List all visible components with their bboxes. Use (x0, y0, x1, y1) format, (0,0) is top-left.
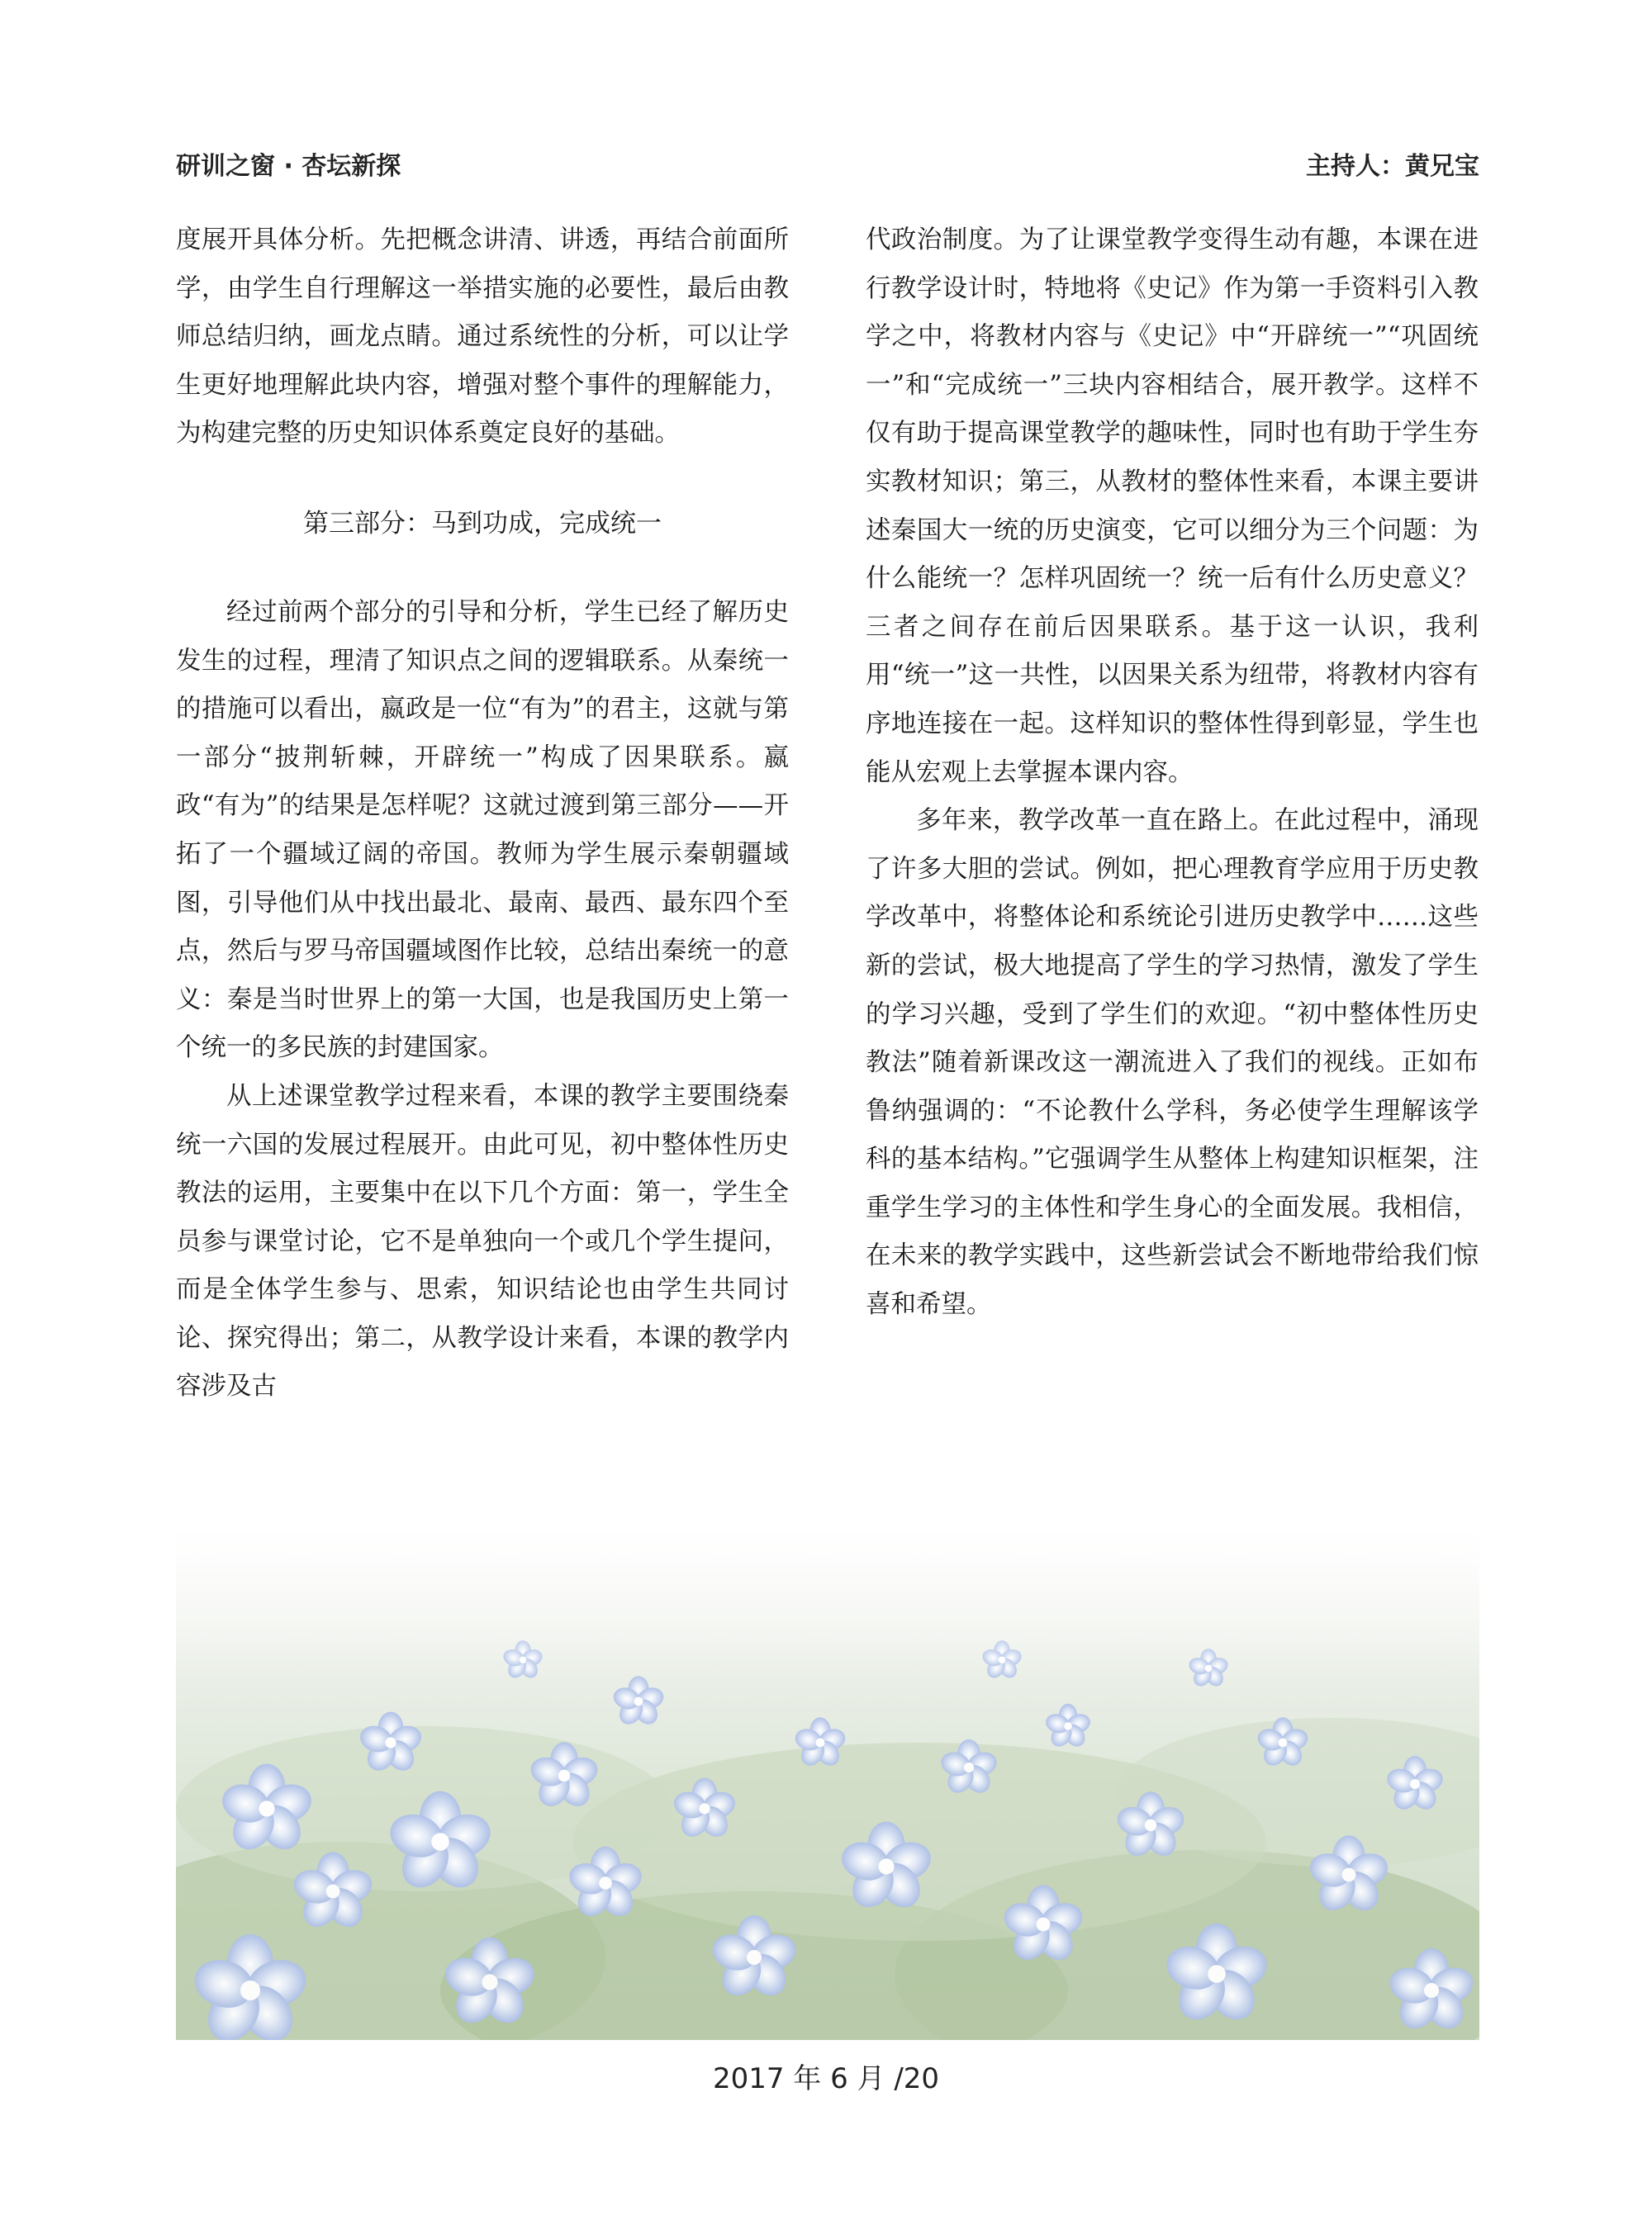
column-title: 研训之窗 · 杏坛新探 (176, 152, 401, 181)
paragraph: 多年来，教学改革一直在路上。在此过程中，涌现了许多大胆的尝试。例如，把心理教育学应用于历史教学改革中，将整体论和系统论引进历史教学中……这些新的尝试，极大地提高了学生的学习热情，激发了学生的学习兴趣，受到了学生们的欢迎。“初中整体性历史教法”随着新课改这一潮流进入了我们的视线。正如布鲁纳强调的：“不论教什么学科，务必使学生理解该学科的基本结构。”它强调学生从整体上构建知识框架，注重学生学习的主体性和学生身心的全面发展。我相信，在未来的教学实践中，这些新尝试会不断地带给我们惊喜和希望。 (866, 806, 1479, 1320)
paragraph: 度展开具体分析。先把概念讲清、讲透，再结合前面所学，由学生自行理解这一举措实施的必要性，最后由教师总结归纳，画龙点睛。通过系统性的分析，可以让学生更好地理解此块内容，增强对整个事件的理解能力，为构建完整的历史知识体系奠定良好的基础。 (176, 225, 789, 448)
page-number: 2017 年 6 月 /20 (712, 2062, 940, 2095)
paragraph: 经过前两个部分的引导和分析，学生已经了解历史发生的过程，理清了知识点之间的逻辑联系。从秦统一的措施可以看出，嬴政是一位“有为”的君主，这就与第一部分“披荆斩棘，开辟统一”构成了因果联系。嬴政“有为”的结果是怎样呢？这就过渡到第三部分——开拓了一个疆域辽阔的帝国。教师为学生展示秦朝疆域图，引导他们从中找出最北、最南、最西、最东四个至点，然后与罗马帝国疆域图作比较，总结出秦统一的意义：秦是当时世界上的第一大国，也是我国历史上第一个统一的多民族的封建国家。 (176, 597, 789, 1063)
right-column (866, 216, 1479, 1330)
section-heading: 第三部分：马到功成，完成统一 (303, 508, 662, 538)
paragraph: 从上述课堂教学过程来看，本课的教学主要围绕秦统一六国的发展过程展开。由此可见，初中整体性历史教法的运用，主要集中在以下几个方面：第一，学生全员参与课堂讨论，它不是单独向一个或几个学生提问，而是全体学生参与、思索，知识结论也由学生共同讨论、探究得出；第二，从教学设计来看，本课的教学内容涉及古 (176, 1081, 789, 1402)
flower-field-image (176, 1495, 1479, 2040)
paragraph: 代政治制度。为了让课堂教学变得生动有趣，本课在进行教学设计时，特地将《史记》作为第一手资料引入教学之中，将教材内容与《史记》中“开辟统一”“巩固统一”和“完成统一”三块内容相结合，展开教学。这样不仅有助于提高课堂教学的趣味性，同时也有助于学生夯实教材知识；第三，从教材的整体性来看，本课主要讲述秦国大一统的历史演变，它可以细分为三个问题：为什么能统一？怎样巩固统一？统一后有什么历史意义？三者之间存在前后因果联系。基于这一认识，我利用“统一”这一共性，以因果关系为纽带，将教材内容有序地连接在一起。这样知识的整体性得到彰显，学生也能从宏观上去掌握本课内容。 (866, 225, 1479, 787)
left-column (176, 216, 789, 1411)
host-name: 主持人：黄兄宝 (1306, 152, 1479, 181)
page-header (176, 149, 1479, 185)
